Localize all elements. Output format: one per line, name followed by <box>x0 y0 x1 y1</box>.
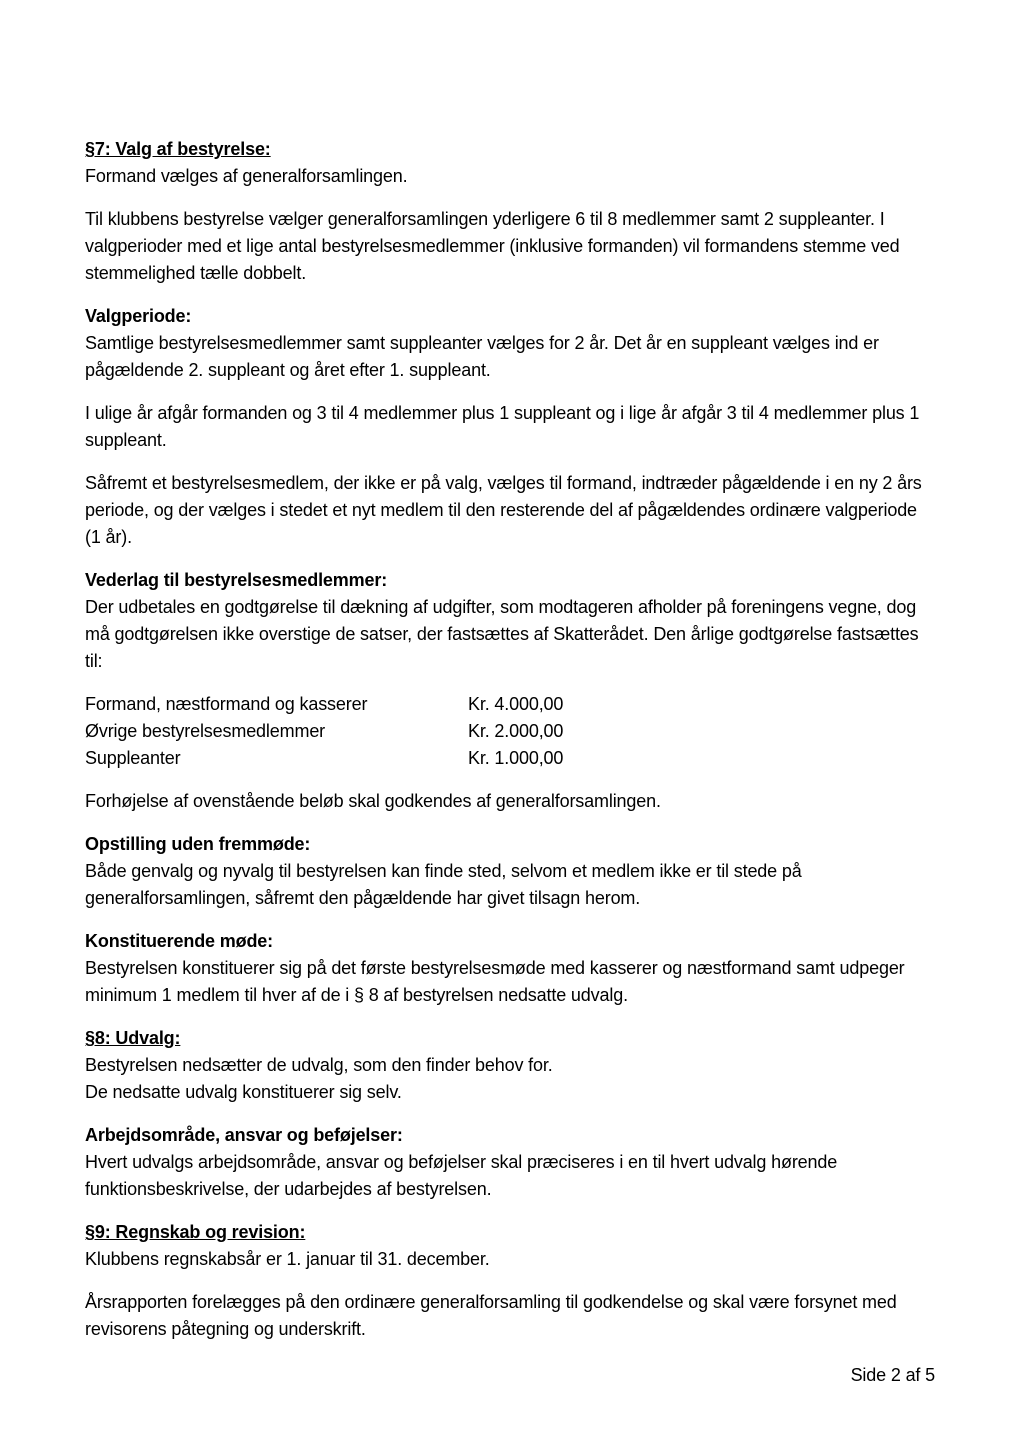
paragraph-block <box>85 1025 935 1106</box>
paragraph-block <box>85 206 935 287</box>
text-line: Klubbens regnskabsår er 1. januar til 31. december. <box>85 1249 490 1269</box>
text-line: funktionsbeskrivelse, der udarbejdes af bestyrelsen. <box>85 1179 492 1199</box>
paragraph-block <box>85 400 935 454</box>
paragraph-block <box>85 567 935 675</box>
text-line: Til klubbens bestyrelse vælger generalforsamlingen yderligere 6 til 8 medlemmer samt 2 suppleanter. I <box>85 209 885 229</box>
page-footer <box>851 1362 935 1389</box>
text-line: Bestyrelsen konstituerer sig på det første bestyrelsesmøde med kasserer og næstformand samt udpeger <box>85 958 905 978</box>
sub-heading: Arbejdsområde, ansvar og beføjelser: <box>85 1125 403 1145</box>
sub-heading: Konstituerende møde: <box>85 931 274 951</box>
section-heading: §7: Valg af bestyrelse: <box>85 139 271 159</box>
text-line: Der udbetales en godtgørelse til dækning af udgifter, som modtageren afholder på foreningens vegne, dog <box>85 597 917 617</box>
paragraph-block <box>85 1122 935 1203</box>
text-line: Forhøjelse af ovenstående beløb skal godkendes af generalforsamlingen. <box>85 791 661 811</box>
text-line: generalforsamlingen, såfremt den pågældende har givet tilsagn herom. <box>85 888 641 908</box>
compensation-amount: Kr. 1.000,00 <box>468 748 564 768</box>
paragraph-block <box>85 303 935 384</box>
text-line: Årsrapporten forelægges på den ordinære generalforsamling til godkendelse og skal være forsynet med <box>85 1292 897 1312</box>
text-line: valgperioder med et lige antal bestyrelsesmedlemmer (inklusive formanden) vil formandens stemme ved <box>85 236 900 256</box>
section-heading: §9: Regnskab og revision: <box>85 1222 306 1242</box>
text-line: minimum 1 medlem til hver af de i § 8 af bestyrelsen nedsatte udvalg. <box>85 985 628 1005</box>
text-line: periode, og der vælges i stedet et nyt medlem til den resterende del af pågældendes ordinære valgperiode <box>85 500 917 520</box>
paragraph-block <box>85 831 935 912</box>
text-line: til: <box>85 651 103 671</box>
compensation-amount: Kr. 2.000,00 <box>468 721 564 741</box>
compensation-row <box>85 745 935 772</box>
text-line: Såfremt et bestyrelsesmedlem, der ikke er på valg, vælges til formand, indtræder pågældende i en ny 2 års <box>85 473 922 493</box>
compensation-label: Suppleanter <box>85 748 181 768</box>
paragraph-block <box>85 1289 935 1343</box>
text-line: suppleant. <box>85 430 167 450</box>
page-number: Side 2 af 5 <box>850 1365 935 1385</box>
compensation-row <box>85 718 935 745</box>
sub-heading: Opstilling uden fremmøde: <box>85 834 311 854</box>
paragraph-block <box>85 788 935 815</box>
text-line: revisorens påtegning og underskrift. <box>85 1319 366 1339</box>
text-line: (1 år). <box>85 527 132 547</box>
compensation-label: Øvrige bestyrelsesmedlemmer <box>85 721 326 741</box>
compensation-row <box>85 691 935 718</box>
compensation-amount: Kr. 4.000,00 <box>468 694 564 714</box>
paragraph-block <box>85 1219 935 1273</box>
paragraph-block <box>85 136 935 190</box>
paragraph-block <box>85 928 935 1009</box>
text-line: må godtgørelsen ikke overstige de satser, der fastsættes af Skatterådet. Den årlige godtgørelse fastsættes <box>85 624 919 644</box>
sub-heading: Valgperiode: <box>85 306 192 326</box>
text-line: pågældende 2. suppleant og året efter 1. suppleant. <box>85 360 491 380</box>
sub-heading: Vederlag til bestyrelsesmedlemmer: <box>85 570 388 590</box>
text-line: I ulige år afgår formanden og 3 til 4 medlemmer plus 1 suppleant og i lige år afgår 3 til 4 medlemmer plus 1 <box>85 403 920 423</box>
compensation-label: Formand, næstformand og kasserer <box>85 694 368 714</box>
section-heading: §8: Udvalg: <box>85 1028 181 1048</box>
paragraph-block <box>85 470 935 551</box>
text-line: Samtlige bestyrelsesmedlemmer samt suppleanter vælges for 2 år. Det år en suppleant vælges ind er <box>85 333 879 353</box>
text-line: Både genvalg og nyvalg til bestyrelsen kan finde sted, selvom et medlem ikke er til stede på <box>85 861 802 881</box>
text-line: De nedsatte udvalg konstituerer sig selv. <box>85 1082 402 1102</box>
text-line: Formand vælges af generalforsamlingen. <box>85 166 408 186</box>
text-line: Hvert udvalgs arbejdsområde, ansvar og beføjelser skal præciseres i en til hvert udvalg hørende <box>85 1152 838 1172</box>
text-line: Bestyrelsen nedsætter de udvalg, som den finder behov for. <box>85 1055 553 1075</box>
paragraph-block <box>85 691 935 772</box>
text-line: stemmelighed tælle dobbelt. <box>85 263 307 283</box>
